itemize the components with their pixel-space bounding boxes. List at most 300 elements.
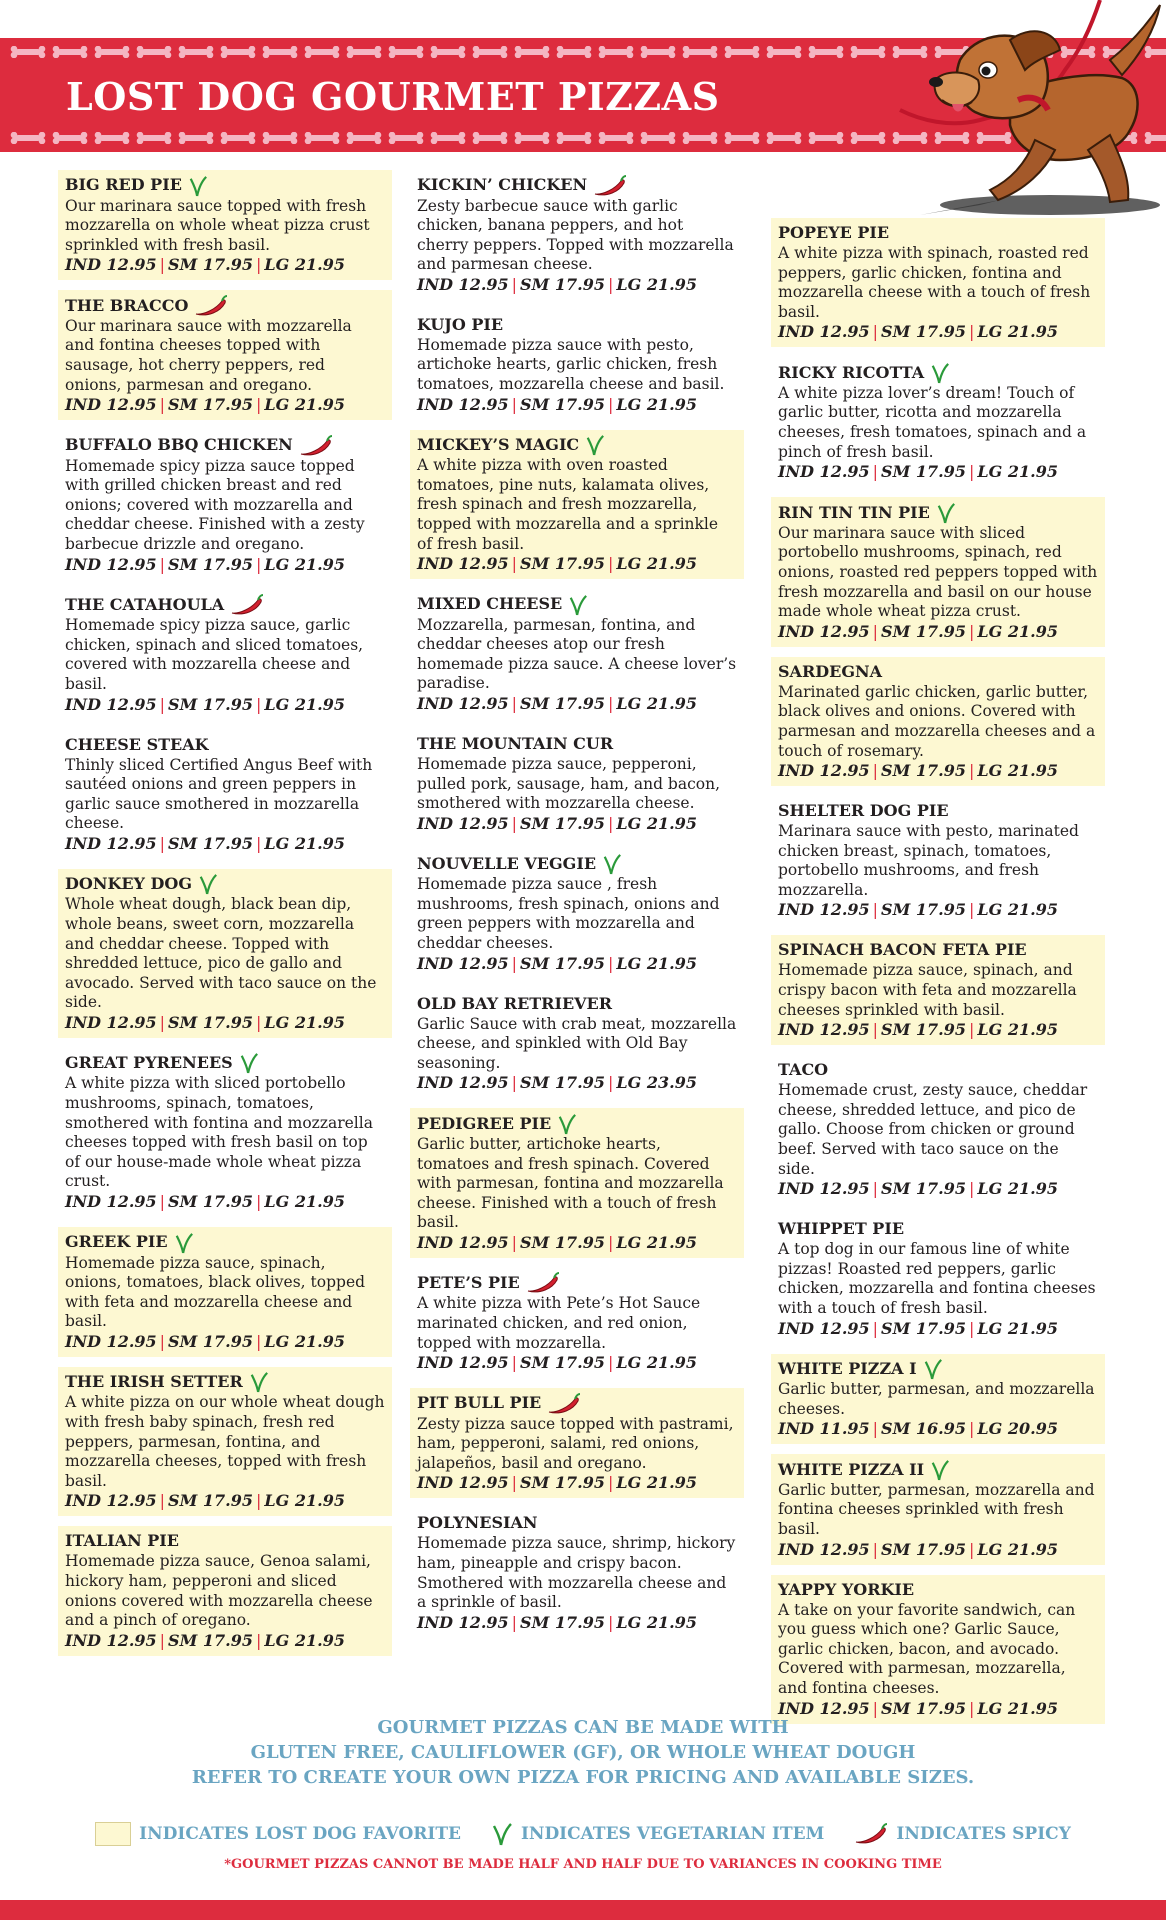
menu-item-prices — [778, 900, 1098, 920]
price-value: LG 21.95 — [977, 1179, 1058, 1199]
legend-vegetarian-label: INDICATES VEGETARIAN ITEM — [520, 1824, 825, 1844]
price-separator: | — [968, 1179, 975, 1199]
menu-item-prices — [778, 1540, 1098, 1560]
menu-item-prices — [65, 695, 385, 715]
menu-item-prices — [65, 834, 385, 854]
favorite-swatch-icon — [95, 1822, 131, 1846]
price-separator: | — [511, 1073, 518, 1093]
menu-item-prices — [65, 1491, 385, 1511]
leaf-sprout-icon — [198, 873, 218, 896]
menu-item-name: WHITE PIZZA I — [778, 1358, 917, 1378]
price-value: IND 12.95 — [417, 1473, 509, 1493]
price-value: IND 12.95 — [65, 395, 157, 415]
price-separator: | — [511, 1473, 518, 1493]
price-value: LG 21.95 — [616, 1232, 697, 1252]
menu-item-name: SHELTER DOG PIE — [778, 801, 949, 821]
menu-item-prices — [778, 761, 1098, 781]
menu-item — [771, 497, 1105, 646]
price-separator: | — [511, 274, 518, 294]
price-value: IND 12.95 — [417, 1232, 509, 1252]
menu-item-prices — [65, 1332, 385, 1352]
menu-item-header — [417, 593, 737, 616]
menu-item-prices — [417, 275, 737, 295]
price-value: LG 21.95 — [264, 1012, 345, 1032]
menu-item — [771, 935, 1105, 1045]
chili-pepper-icon — [194, 294, 228, 317]
menu-item-header — [65, 594, 385, 617]
price-value: SM 17.95 — [520, 1232, 605, 1252]
bone-decoration-icon — [724, 46, 760, 58]
price-value: LG 21.95 — [977, 1698, 1058, 1718]
price-value: LG 21.95 — [264, 395, 345, 415]
menu-item — [771, 796, 1105, 925]
price-value: IND 12.95 — [778, 462, 870, 482]
price-separator: | — [159, 1630, 166, 1650]
price-separator: | — [607, 1612, 614, 1632]
menu-item — [58, 170, 392, 280]
menu-item — [410, 1268, 744, 1378]
leaf-sprout-icon — [568, 593, 588, 616]
menu-item — [58, 1227, 392, 1357]
leaf-sprout-icon — [491, 1822, 513, 1846]
price-value: IND 12.95 — [778, 1698, 870, 1718]
price-separator: | — [511, 1232, 518, 1252]
price-value: LG 21.95 — [977, 1539, 1058, 1559]
menu-item — [58, 730, 392, 859]
menu-item-description: Garlic butter, artichoke hearts, tomatoes and fresh spinach. Covered with parmesan, fontina and mozzarella cheese. Finished with a touch of fresh basil. — [417, 1134, 724, 1232]
price-value: SM 17.95 — [881, 1539, 966, 1559]
price-separator: | — [872, 322, 879, 342]
menu-item-header — [778, 1218, 1098, 1240]
menu-item-prices — [417, 1073, 737, 1093]
price-separator: | — [872, 761, 879, 781]
menu-item-header — [778, 1059, 1098, 1081]
price-value: IND 12.95 — [417, 1612, 509, 1632]
bone-decoration-icon — [556, 46, 592, 58]
menu-item-header — [417, 1112, 737, 1135]
price-separator: | — [607, 813, 614, 833]
price-separator: | — [511, 394, 518, 414]
price-value: IND 12.95 — [417, 1073, 509, 1093]
price-value: LG 21.95 — [616, 554, 697, 574]
price-separator: | — [255, 1192, 262, 1211]
menu-item-description: A white pizza with spinach, roasted red peppers, garlic chicken, fontina and mozzarella cheese with a touch of fresh basil. — [778, 244, 1091, 321]
price-separator: | — [511, 1612, 518, 1632]
price-value: SM 17.95 — [881, 900, 966, 920]
menu-item-name: BUFFALO BBQ CHICKEN — [65, 435, 293, 455]
price-separator: | — [872, 1419, 879, 1439]
price-value: SM 17.95 — [168, 1331, 253, 1351]
menu-item-prices — [417, 1613, 737, 1633]
price-value: IND 12.95 — [65, 833, 157, 853]
menu-item-prices — [778, 1319, 1098, 1339]
bone-decoration-icon — [556, 132, 592, 144]
menu-item — [410, 729, 744, 839]
chili-pepper-icon — [593, 174, 627, 197]
menu-item — [410, 849, 744, 979]
menu-item-description: Our marinara sauce topped with fresh mozzarella on whole wheat pizza crust sprinkled with fresh basil. — [65, 196, 370, 254]
bone-decoration-icon — [262, 46, 298, 58]
price-separator: | — [607, 394, 614, 414]
menu-item-header — [417, 1512, 737, 1534]
bone-decoration-icon — [178, 132, 214, 144]
price-value: SM 17.95 — [168, 833, 253, 853]
price-separator: | — [159, 554, 166, 574]
menu-item-description: Homemade pizza sauce, shrimp, hickory ham, pineapple and crispy bacon. Smothered with mozzarella cheese and a sprinkle of basil. — [417, 1534, 736, 1612]
price-value: SM 17.95 — [520, 274, 605, 294]
legend-spicy-label: INDICATES SPICY — [896, 1824, 1071, 1844]
menu-item-name: ITALIAN PIE — [65, 1531, 179, 1551]
price-value: LG 21.95 — [616, 694, 697, 713]
menu-item-name: GREEK PIE — [65, 1232, 168, 1252]
bone-decoration-icon — [304, 46, 340, 58]
price-value: IND 12.95 — [778, 1318, 870, 1338]
price-value: IND 12.95 — [778, 1020, 870, 1040]
menu-item — [771, 657, 1105, 786]
price-separator: | — [255, 1331, 262, 1351]
price-separator: | — [159, 395, 166, 415]
menu-item — [410, 1388, 744, 1498]
menu-item-header — [65, 1371, 385, 1394]
menu-item-description: A white pizza lover’s dream! Touch of garlic butter, ricotta and mozzarella cheeses, fresh tomatoes, spinach and a pinch of fresh basil. — [778, 383, 1087, 461]
menu-item-header — [778, 501, 1098, 524]
leaf-sprout-icon — [923, 1358, 943, 1381]
menu-item-prices — [65, 255, 385, 275]
menu-item-name: GREAT PYRENEES — [65, 1053, 233, 1073]
leaf-sprout-icon — [174, 1231, 194, 1254]
price-separator: | — [159, 1491, 166, 1511]
price-value: IND 12.95 — [65, 1012, 157, 1032]
price-separator: | — [872, 1020, 879, 1040]
menu-item-prices — [65, 1631, 385, 1651]
legend-favorite-label: INDICATES LOST DOG FAVORITE — [139, 1824, 461, 1844]
bone-decoration-icon — [598, 132, 634, 144]
price-value: LG 21.95 — [977, 1020, 1058, 1040]
menu-item-name: THE MOUNTAIN CUR — [417, 734, 614, 753]
menu-item-name: POLYNESIAN — [417, 1513, 538, 1533]
price-separator: | — [607, 1232, 614, 1252]
menu-item-name: DONKEY DOG — [65, 874, 193, 894]
menu-item-prices — [778, 462, 1098, 482]
menu-item — [410, 1108, 744, 1257]
price-value: LG 21.95 — [616, 1353, 697, 1373]
price-separator: | — [607, 1473, 614, 1493]
menu-item-header — [778, 222, 1098, 244]
bone-decoration-icon — [346, 46, 382, 58]
price-separator: | — [607, 694, 614, 713]
chili-pepper-icon — [547, 1392, 581, 1415]
bone-decoration-icon — [808, 46, 844, 58]
price-value: SM 17.95 — [168, 1012, 253, 1032]
price-value: IND 12.95 — [778, 322, 870, 342]
price-value: IND 12.95 — [778, 761, 870, 781]
menu-item-description: Marinated garlic chicken, garlic butter, black olives and onions. Covered with parmesan and mozzarella cheeses and a touch of rosemary. — [778, 682, 1096, 760]
price-separator: | — [511, 554, 518, 574]
menu-item-prices — [778, 1419, 1098, 1439]
bone-decoration-icon — [178, 46, 214, 58]
price-value: SM 17.95 — [168, 1630, 253, 1650]
menu-item-header — [778, 1358, 1098, 1381]
menu-item-description: Homemade pizza sauce, spinach, and crispy bacon with feta and mozzarella cheeses sprinkled with basil. — [778, 961, 1077, 1019]
menu-item-description: Thinly sliced Certified Angus Beef with sautéed onions and green peppers in garlic sauce smothered in mozzarella cheese. — [65, 755, 373, 833]
menu-item-name: THE BRACCO — [65, 295, 189, 315]
menu-item-header — [65, 734, 385, 756]
menu-item-header — [417, 993, 737, 1015]
bone-decoration-icon — [514, 46, 550, 58]
menu-item-description: A white pizza with oven roasted tomatoes, pine nuts, kalamata olives, fresh spinach and fresh mozzarella, topped with mozzarella and a sprinkle of fresh basil. — [417, 456, 719, 553]
price-value: IND 12.95 — [778, 621, 870, 641]
price-value: LG 21.95 — [264, 1192, 345, 1211]
menu-item-prices — [417, 395, 737, 415]
menu-item-prices — [417, 554, 737, 574]
bone-decoration-icon — [640, 132, 676, 144]
bone-decoration-icon — [94, 46, 130, 58]
price-value: IND 12.95 — [417, 1353, 509, 1373]
menu-item — [410, 430, 744, 579]
menu-item-description: Homemade pizza sauce , fresh mushrooms, fresh spinach, onions and green peppers with mozzarella and cheddar cheeses. — [417, 875, 720, 953]
price-separator: | — [872, 621, 879, 641]
price-value: IND 12.95 — [778, 1539, 870, 1559]
price-value: SM 17.95 — [520, 1612, 605, 1632]
leaf-sprout-icon — [239, 1052, 259, 1075]
price-value: SM 17.95 — [881, 1020, 966, 1040]
menu-item-name: CHEESE STEAK — [65, 734, 209, 754]
price-value: IND 12.95 — [417, 694, 509, 713]
legend-vegetarian — [491, 1822, 824, 1846]
menu-item-description: A white pizza on our whole wheat dough with fresh baby spinach, fresh red peppers, parmesan, fontina, and mozzarella cheeses, topped with fresh basil. — [65, 1393, 385, 1490]
bone-decoration-icon — [220, 132, 256, 144]
menu-item-prices — [417, 1353, 737, 1373]
menu-item-name: BIG RED PIE — [65, 175, 182, 195]
menu-item-prices — [417, 1233, 737, 1253]
price-value: SM 17.95 — [881, 621, 966, 641]
price-value: IND 12.95 — [417, 274, 509, 294]
menu-item-name: THE IRISH SETTER — [65, 1372, 243, 1392]
menu-item — [410, 170, 744, 300]
price-separator: | — [511, 694, 518, 713]
menu-item-prices — [417, 694, 737, 714]
menu-item-header — [417, 853, 737, 876]
price-value: LG 21.95 — [264, 255, 345, 275]
price-separator: | — [872, 462, 879, 482]
price-separator: | — [511, 813, 518, 833]
bone-decoration-icon — [472, 46, 508, 58]
menu-item-prices — [65, 555, 385, 575]
menu-item-prices — [65, 395, 385, 415]
price-value: SM 17.95 — [520, 1073, 605, 1093]
menu-item — [58, 290, 392, 420]
price-separator: | — [255, 1630, 262, 1650]
bone-decoration-icon — [136, 132, 172, 144]
menu-item — [58, 1526, 392, 1655]
menu-item-name: PIT BULL PIE — [417, 1393, 542, 1413]
bone-decoration-icon — [808, 132, 844, 144]
price-value: SM 17.95 — [881, 1179, 966, 1199]
bone-decoration-icon — [52, 46, 88, 58]
chili-pepper-icon — [299, 434, 333, 457]
menu-item-name: KUJO PIE — [417, 314, 504, 334]
menu-item-name: SPINACH BACON FETA PIE — [778, 940, 1027, 960]
price-value: IND 12.95 — [65, 1192, 157, 1211]
price-separator: | — [872, 1179, 879, 1199]
price-value: IND 12.95 — [65, 554, 157, 574]
menu-item — [410, 989, 744, 1099]
menu-item — [771, 1354, 1105, 1445]
price-value: LG 21.95 — [977, 761, 1058, 781]
price-value: SM 17.95 — [520, 1353, 605, 1373]
price-separator: | — [872, 1539, 879, 1559]
bone-decoration-icon — [220, 46, 256, 58]
menu-item-header — [65, 294, 385, 317]
price-value: IND 12.95 — [65, 1331, 157, 1351]
menu-item-name: PEDIGREE PIE — [417, 1113, 552, 1133]
price-separator: | — [607, 953, 614, 973]
chili-pepper-icon — [854, 1823, 888, 1845]
menu-item — [771, 1055, 1105, 1204]
menu-item-header — [778, 1458, 1098, 1481]
menu-item — [410, 310, 744, 420]
bone-decoration-icon — [136, 46, 172, 58]
menu-item — [410, 589, 744, 719]
menu-item-description: Homemade pizza sauce, pepperoni, pulled pork, sausage, ham, and bacon, smothered with mozzarella cheese. — [417, 755, 721, 813]
menu-item-description: Zesty barbecue sauce with garlic chicken, banana peppers, and hot cherry peppers. Topped with mozzarella and parmesan cheese. — [417, 196, 734, 274]
price-separator: | — [255, 833, 262, 853]
menu-item-name: RIN TIN TIN PIE — [778, 502, 930, 522]
price-value: IND 12.95 — [417, 953, 509, 973]
price-separator: | — [968, 761, 975, 781]
price-value: SM 17.95 — [881, 1318, 966, 1338]
price-separator: | — [255, 1012, 262, 1032]
price-value: IND 12.95 — [778, 900, 870, 920]
menu-item-prices — [417, 814, 737, 834]
price-separator: | — [607, 1353, 614, 1373]
menu-item-description: A take on your favorite sandwich, can you guess which one? Garlic Sauce, garlic chicken, bacon, and avocado. Covered with parmesan, mozzarella, and fontina cheeses. — [778, 1600, 1076, 1697]
menu-item-description: Garlic butter, parmesan, and mozzarella cheeses. — [778, 1380, 1095, 1418]
menu-item-description: Zesty pizza sauce topped with pastrami, ham, pepperoni, salami, red onions, jalapeños, basil and oregano. — [417, 1414, 734, 1472]
bone-decoration-icon — [640, 46, 676, 58]
price-value: SM 17.95 — [168, 1491, 253, 1511]
price-value: SM 17.95 — [881, 462, 966, 482]
price-value: SM 17.95 — [520, 554, 605, 574]
menu-item — [58, 869, 392, 1038]
leaf-sprout-icon — [602, 853, 622, 876]
menu-item-name: MIXED CHEESE — [417, 594, 563, 614]
menu-item-header — [65, 434, 385, 457]
menu-item-name: PETE’S PIE — [417, 1273, 520, 1293]
menu-item-name: YAPPY YORKIE — [778, 1579, 915, 1599]
price-value: SM 17.95 — [168, 694, 253, 714]
bone-decoration-icon — [346, 132, 382, 144]
menu-item-name: WHIPPET PIE — [778, 1219, 905, 1239]
price-separator: | — [159, 1012, 166, 1032]
price-value: LG 21.95 — [977, 322, 1058, 342]
price-value: LG 21.95 — [264, 694, 345, 714]
menu-item — [771, 1214, 1105, 1343]
menu-item-description: Whole wheat dough, black bean dip, whole beans, sweet corn, mozzarella and cheddar cheese. Topped with shredded lettuce, pico de gallo and avocado. Served with taco sauce on the side. — [65, 895, 377, 1012]
chili-pepper-icon — [230, 594, 264, 617]
menu-item-name: SARDEGNA — [778, 661, 883, 681]
price-value: IND 12.95 — [65, 255, 157, 275]
leaf-sprout-icon — [585, 434, 605, 457]
price-value: SM 17.95 — [881, 1698, 966, 1718]
price-separator: | — [159, 833, 166, 853]
price-value: SM 16.95 — [881, 1419, 966, 1439]
menu-item-prices — [778, 322, 1098, 342]
price-separator: | — [968, 1698, 975, 1718]
price-value: SM 17.95 — [520, 394, 605, 414]
menu-item-header — [417, 1392, 737, 1415]
running-dog-mascot-icon — [860, 0, 1166, 230]
leaf-sprout-icon — [936, 501, 956, 524]
price-value: LG 21.95 — [616, 394, 697, 414]
menu-item-header — [65, 873, 385, 896]
price-separator: | — [607, 274, 614, 294]
menu-item — [771, 1575, 1105, 1724]
price-value: LG 21.95 — [977, 621, 1058, 641]
bone-decoration-icon — [472, 132, 508, 144]
price-value: IND 12.95 — [65, 1630, 157, 1650]
menu-item — [771, 218, 1105, 347]
price-separator: | — [159, 694, 166, 714]
price-separator: | — [872, 900, 879, 920]
menu-item-description: Homemade pizza sauce, Genoa salami, hickory ham, pepperoni and sliced onions covered with mozzarella cheese and a pinch of oregano. — [65, 1552, 373, 1630]
menu-item-description: Homemade spicy pizza sauce topped with grilled chicken breast and red onions; covered with mozzarella and cheddar cheese. Finished with a zesty barbecue drizzle and oregano. — [65, 456, 365, 554]
menu-item-description: Our marinara sauce with sliced portobello mushrooms, spinach, red onions, roasted red peppers topped with fresh mozzarella and basil on our house made whole wheat pizza crust. — [778, 523, 1098, 621]
menu-item-prices — [417, 954, 737, 974]
bone-decoration-icon — [10, 46, 46, 58]
price-separator: | — [511, 1353, 518, 1373]
menu-item-name: KICKIN’ CHICKEN — [417, 175, 588, 195]
menu-item-name: POPEYE PIE — [778, 223, 890, 242]
price-value: LG 21.95 — [264, 1491, 345, 1511]
bone-decoration-icon — [10, 132, 46, 144]
menu-item-name: TACO — [778, 1060, 829, 1080]
menu-item-prices — [417, 1473, 737, 1493]
leaf-sprout-icon — [930, 361, 950, 384]
menu-item-header — [778, 661, 1098, 683]
price-value: IND 12.95 — [417, 554, 509, 574]
menu-item-prices — [778, 622, 1098, 642]
bone-decoration-icon — [388, 132, 424, 144]
bone-decoration-icon — [430, 132, 466, 144]
menu-item-name: MICKEY’S MAGIC — [417, 434, 580, 454]
price-separator: | — [872, 1318, 879, 1338]
menu-item-header — [417, 434, 737, 457]
price-separator: | — [255, 255, 262, 275]
menu-item-description: Our marinara sauce with mozzarella and fontina cheeses topped with sausage, hot cherry peppers, red onions, parmesan and oregano. — [65, 316, 352, 394]
menu-item-description: A white pizza with sliced portobello mushrooms, spinach, tomatoes, smothered with fontina and mozzarella cheeses topped with fresh basil on top of our house-made whole wheat pizza crust. — [65, 1074, 373, 1191]
menu-item-prices — [778, 1020, 1098, 1040]
legend-favorite — [95, 1822, 461, 1846]
price-separator: | — [968, 1318, 975, 1338]
menu-item-description: A top dog in our famous line of white pizzas! Roasted red peppers, garlic chicken, mozzarella and fontina cheeses with a touch of fresh basil. — [778, 1240, 1096, 1317]
leaf-sprout-icon — [557, 1112, 577, 1135]
menu-item-description: Mozzarella, parmesan, fontina, and cheddar cheeses atop our fresh homemade pizza sauce. A cheese lover’s paradise. — [417, 615, 737, 693]
price-value: LG 21.95 — [616, 1473, 697, 1493]
price-value: SM 17.95 — [520, 953, 605, 973]
menu-item-header — [65, 1052, 385, 1075]
legend-spicy — [854, 1823, 1070, 1845]
price-value: SM 17.95 — [168, 395, 253, 415]
price-value: SM 17.95 — [168, 1192, 253, 1211]
price-separator: | — [255, 1491, 262, 1511]
price-value: LG 21.95 — [616, 1612, 697, 1632]
menu-item-header — [778, 1579, 1098, 1601]
menu-item-description: Garlic Sauce with crab meat, mozzarella cheese, and spinkled with Old Bay seasoning. — [417, 1014, 737, 1072]
menu-item — [58, 590, 392, 720]
price-value: SM 17.95 — [520, 813, 605, 833]
menu-item-description: Garlic butter, parmesan, mozzarella and fontina cheeses sprinkled with fresh basil. — [778, 1480, 1095, 1538]
